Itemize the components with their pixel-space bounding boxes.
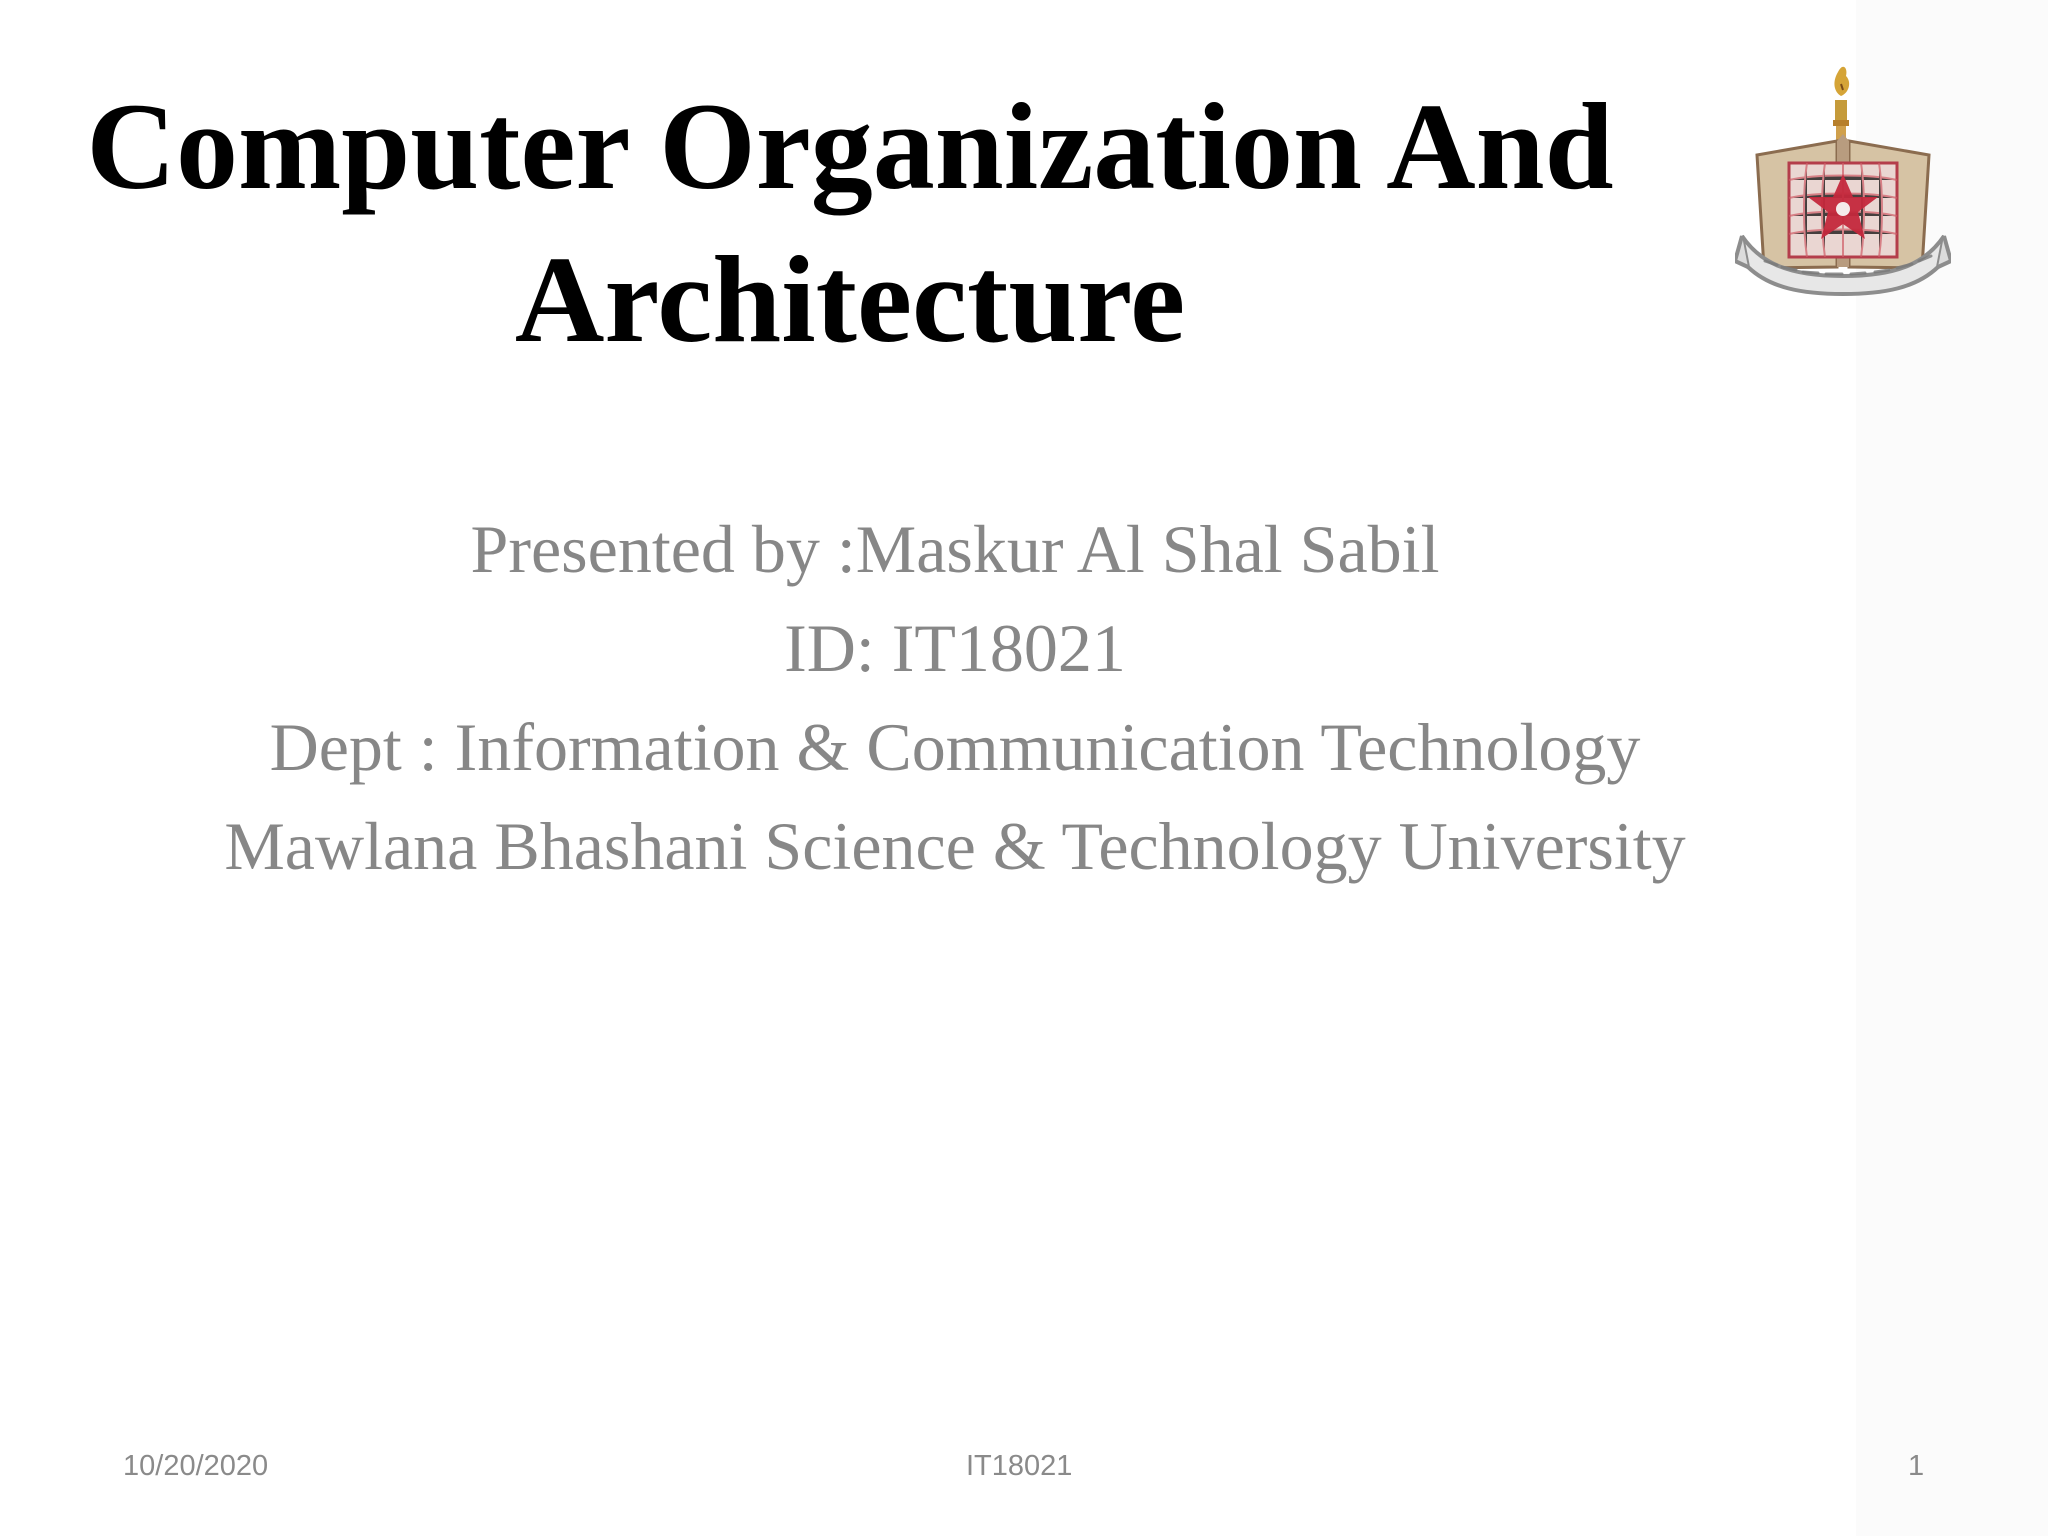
presenter-line: Presented by :Maskur Al Shal Sabil (470, 511, 1440, 587)
department-line: Dept : Information & Communication Technology (269, 709, 1641, 785)
student-id-line: ID: IT18021 (784, 610, 1126, 686)
title-line-2: Architecture (514, 231, 1186, 368)
title-line-1: Computer Organization And (86, 78, 1614, 215)
footer-id: IT18021 (966, 1450, 1073, 1482)
university-line: Mawlana Bhashani Science & Technology University (224, 808, 1686, 884)
slide-title (40, 70, 1660, 376)
slide-number: 1 (1908, 1450, 1925, 1482)
presenter-info (160, 500, 1750, 896)
footer-date: 10/20/2020 (123, 1450, 269, 1482)
university-crest-icon (1735, 62, 1951, 302)
